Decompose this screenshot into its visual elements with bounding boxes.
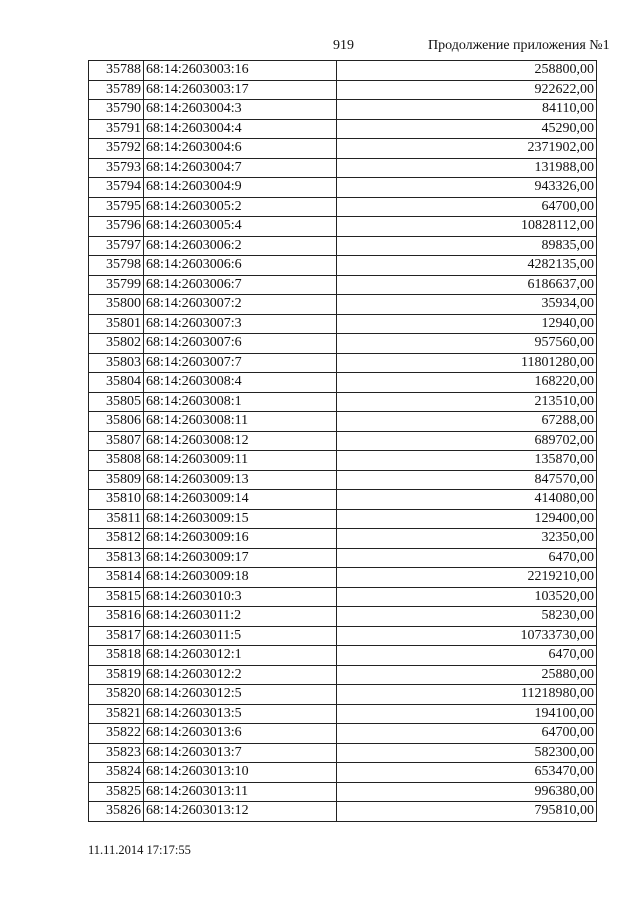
cadastral-number-cell: 68:14:2603013:12 (144, 802, 337, 822)
row-number-cell: 35801 (89, 314, 144, 334)
row-number-cell: 35813 (89, 548, 144, 568)
table-row (89, 80, 597, 100)
table-row (89, 236, 597, 256)
row-number-cell: 35817 (89, 626, 144, 646)
cadastral-number-cell: 68:14:2603009:15 (144, 509, 337, 529)
cadastral-value-cell: 943326,00 (337, 178, 597, 198)
cadastral-number-cell: 68:14:2603013:5 (144, 704, 337, 724)
table-row (89, 119, 597, 139)
cadastral-value-cell: 25880,00 (337, 665, 597, 685)
row-number-cell: 35805 (89, 392, 144, 412)
table-row (89, 529, 597, 549)
row-number-cell: 35826 (89, 802, 144, 822)
table-row (89, 295, 597, 315)
cadastral-value-cell: 689702,00 (337, 431, 597, 451)
cadastral-value-cell: 168220,00 (337, 373, 597, 393)
row-number-cell: 35807 (89, 431, 144, 451)
cadastral-value-cell: 84110,00 (337, 100, 597, 120)
row-number-cell: 35793 (89, 158, 144, 178)
row-number-cell: 35818 (89, 646, 144, 666)
cadastral-number-cell: 68:14:2603006:6 (144, 256, 337, 276)
table-row (89, 451, 597, 471)
row-number-cell: 35806 (89, 412, 144, 432)
cadastral-number-cell: 68:14:2603004:3 (144, 100, 337, 120)
cadastral-number-cell: 68:14:2603005:4 (144, 217, 337, 237)
cadastral-number-cell: 68:14:2603007:6 (144, 334, 337, 354)
cadastral-number-cell: 68:14:2603011:2 (144, 607, 337, 627)
row-number-cell: 35803 (89, 353, 144, 373)
row-number-cell: 35824 (89, 763, 144, 783)
cadastral-number-cell: 68:14:2603007:7 (144, 353, 337, 373)
cadastral-value-cell: 6470,00 (337, 646, 597, 666)
cadastral-value-cell: 12940,00 (337, 314, 597, 334)
cadastral-number-cell: 68:14:2603009:17 (144, 548, 337, 568)
table-row (89, 626, 597, 646)
row-number-cell: 35825 (89, 782, 144, 802)
cadastral-number-cell: 68:14:2603007:3 (144, 314, 337, 334)
table-row (89, 743, 597, 763)
table-row (89, 548, 597, 568)
table-row (89, 100, 597, 120)
table-row (89, 509, 597, 529)
row-number-cell: 35810 (89, 490, 144, 510)
cadastral-value-cell: 2371902,00 (337, 139, 597, 159)
cadastral-number-cell: 68:14:2603007:2 (144, 295, 337, 315)
cadastral-value-cell: 35934,00 (337, 295, 597, 315)
row-number-cell: 35788 (89, 61, 144, 81)
cadastral-value-cell: 11801280,00 (337, 353, 597, 373)
cadastral-number-cell: 68:14:2603005:2 (144, 197, 337, 217)
row-number-cell: 35797 (89, 236, 144, 256)
cadastral-number-cell: 68:14:2603013:6 (144, 724, 337, 744)
cadastral-number-cell: 68:14:2603013:7 (144, 743, 337, 763)
row-number-cell: 35789 (89, 80, 144, 100)
row-number-cell: 35794 (89, 178, 144, 198)
cadastral-number-cell: 68:14:2603009:13 (144, 470, 337, 490)
cadastral-value-cell: 64700,00 (337, 724, 597, 744)
cadastral-number-cell: 68:14:2603009:18 (144, 568, 337, 588)
cadastral-number-cell: 68:14:2603013:11 (144, 782, 337, 802)
table-row (89, 431, 597, 451)
cadastral-number-cell: 68:14:2603003:16 (144, 61, 337, 81)
cadastral-value-cell: 414080,00 (337, 490, 597, 510)
row-number-cell: 35812 (89, 529, 144, 549)
cadastral-number-cell: 68:14:2603009:11 (144, 451, 337, 471)
row-number-cell: 35795 (89, 197, 144, 217)
table-row (89, 217, 597, 237)
cadastral-number-cell: 68:14:2603006:2 (144, 236, 337, 256)
table-row (89, 353, 597, 373)
row-number-cell: 35816 (89, 607, 144, 627)
table-row (89, 61, 597, 81)
row-number-cell: 35808 (89, 451, 144, 471)
table-row (89, 802, 597, 822)
table-row (89, 412, 597, 432)
table-row (89, 724, 597, 744)
cadastral-number-cell: 68:14:2603008:4 (144, 373, 337, 393)
cadastral-number-cell: 68:14:2603004:6 (144, 139, 337, 159)
table-row (89, 373, 597, 393)
row-number-cell: 35820 (89, 685, 144, 705)
table-row (89, 763, 597, 783)
cadastral-value-cell: 582300,00 (337, 743, 597, 763)
row-number-cell: 35802 (89, 334, 144, 354)
cadastral-number-cell: 68:14:2603006:7 (144, 275, 337, 295)
table-body (89, 61, 597, 822)
cadastral-value-cell: 45290,00 (337, 119, 597, 139)
row-number-cell: 35790 (89, 100, 144, 120)
row-number-cell: 35804 (89, 373, 144, 393)
table-row (89, 197, 597, 217)
cadastral-value-cell: 996380,00 (337, 782, 597, 802)
row-number-cell: 35821 (89, 704, 144, 724)
row-number-cell: 35791 (89, 119, 144, 139)
cadastral-value-cell: 89835,00 (337, 236, 597, 256)
table-row (89, 392, 597, 412)
table-row (89, 256, 597, 276)
cadastral-value-cell: 10828112,00 (337, 217, 597, 237)
row-number-cell: 35822 (89, 724, 144, 744)
cadastral-value-cell: 213510,00 (337, 392, 597, 412)
table-row (89, 685, 597, 705)
cadastral-value-cell: 4282135,00 (337, 256, 597, 276)
cadastral-value-cell: 258800,00 (337, 61, 597, 81)
cadastral-number-cell: 68:14:2603010:3 (144, 587, 337, 607)
cadastral-value-cell: 67288,00 (337, 412, 597, 432)
table-row (89, 314, 597, 334)
cadastral-value-cell: 64700,00 (337, 197, 597, 217)
row-number-cell: 35799 (89, 275, 144, 295)
table-row (89, 490, 597, 510)
table-row (89, 178, 597, 198)
page-number: 919 (333, 38, 354, 53)
table-row (89, 568, 597, 588)
table-row (89, 646, 597, 666)
cadastral-value-cell: 6470,00 (337, 548, 597, 568)
row-number-cell: 35809 (89, 470, 144, 490)
cadastral-number-cell: 68:14:2603008:11 (144, 412, 337, 432)
cadastral-value-cell: 795810,00 (337, 802, 597, 822)
row-number-cell: 35798 (89, 256, 144, 276)
cadastral-value-cell: 10733730,00 (337, 626, 597, 646)
cadastral-number-cell: 68:14:2603008:1 (144, 392, 337, 412)
table-row (89, 158, 597, 178)
cadastral-value-cell: 11218980,00 (337, 685, 597, 705)
cadastral-value-cell: 194100,00 (337, 704, 597, 724)
footer-timestamp: 11.11.2014 17:17:55 (88, 843, 191, 857)
continuation-heading: Продолжение приложения №1 (428, 38, 610, 53)
cadastral-value-cell: 32350,00 (337, 529, 597, 549)
table-row (89, 607, 597, 627)
cadastral-value-cell: 135870,00 (337, 451, 597, 471)
cadastral-number-cell: 68:14:2603003:17 (144, 80, 337, 100)
cadastral-value-table (88, 60, 597, 822)
cadastral-value-cell: 129400,00 (337, 509, 597, 529)
row-number-cell: 35796 (89, 217, 144, 237)
table-row (89, 470, 597, 490)
row-number-cell: 35819 (89, 665, 144, 685)
cadastral-value-cell: 6186637,00 (337, 275, 597, 295)
row-number-cell: 35792 (89, 139, 144, 159)
table-row (89, 665, 597, 685)
cadastral-number-cell: 68:14:2603013:10 (144, 763, 337, 783)
row-number-cell: 35800 (89, 295, 144, 315)
row-number-cell: 35823 (89, 743, 144, 763)
table-row (89, 139, 597, 159)
cadastral-number-cell: 68:14:2603012:2 (144, 665, 337, 685)
table-row (89, 275, 597, 295)
row-number-cell: 35815 (89, 587, 144, 607)
cadastral-number-cell: 68:14:2603004:4 (144, 119, 337, 139)
cadastral-value-cell: 847570,00 (337, 470, 597, 490)
cadastral-value-cell: 957560,00 (337, 334, 597, 354)
row-number-cell: 35814 (89, 568, 144, 588)
cadastral-number-cell: 68:14:2603009:16 (144, 529, 337, 549)
cadastral-number-cell: 68:14:2603009:14 (144, 490, 337, 510)
table-row (89, 587, 597, 607)
cadastral-value-cell: 922622,00 (337, 80, 597, 100)
cadastral-value-cell: 103520,00 (337, 587, 597, 607)
cadastral-number-cell: 68:14:2603011:5 (144, 626, 337, 646)
cadastral-number-cell: 68:14:2603008:12 (144, 431, 337, 451)
cadastral-value-cell: 58230,00 (337, 607, 597, 627)
cadastral-number-cell: 68:14:2603004:7 (144, 158, 337, 178)
row-number-cell: 35811 (89, 509, 144, 529)
table-row (89, 782, 597, 802)
table-row (89, 334, 597, 354)
cadastral-value-cell: 2219210,00 (337, 568, 597, 588)
cadastral-number-cell: 68:14:2603004:9 (144, 178, 337, 198)
cadastral-number-cell: 68:14:2603012:5 (144, 685, 337, 705)
table-row (89, 704, 597, 724)
cadastral-number-cell: 68:14:2603012:1 (144, 646, 337, 666)
cadastral-value-cell: 131988,00 (337, 158, 597, 178)
cadastral-value-cell: 653470,00 (337, 763, 597, 783)
